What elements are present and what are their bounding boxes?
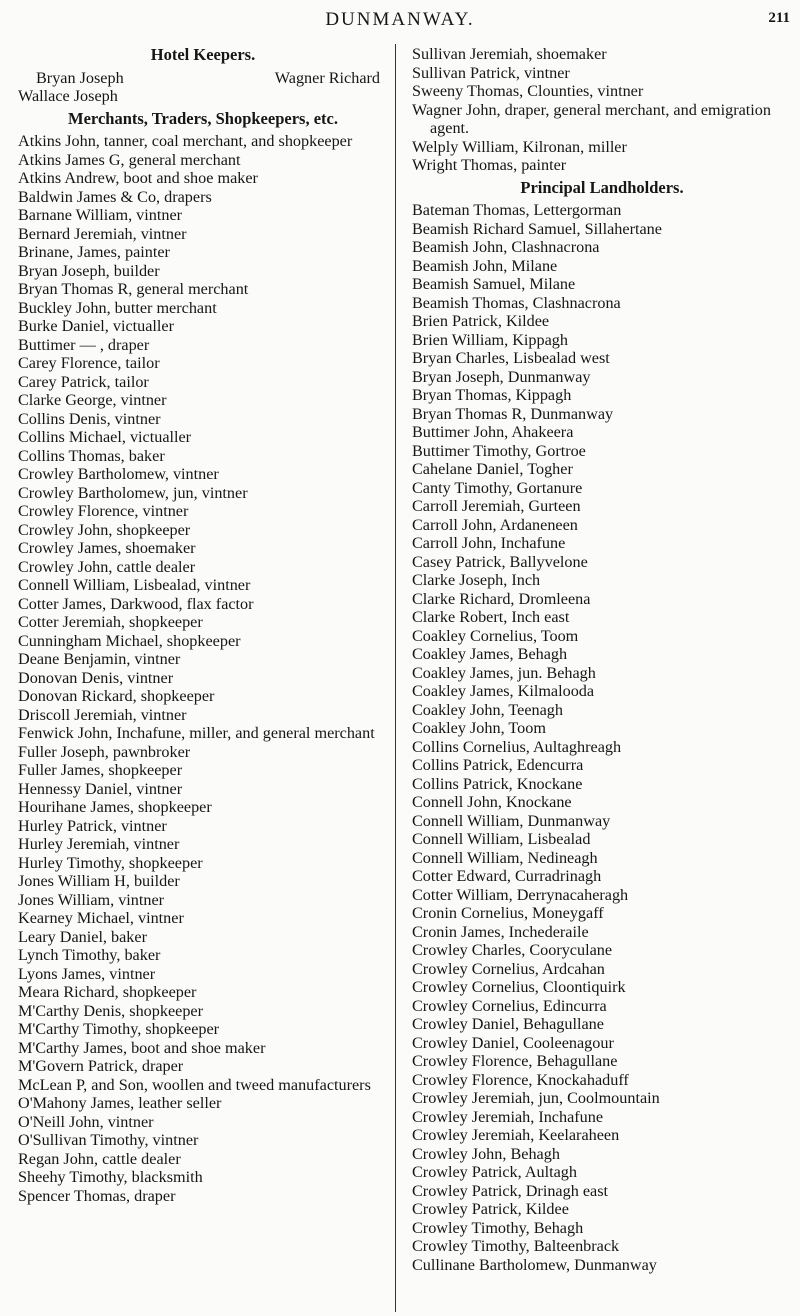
merchant-entry: M'Govern Patrick, draper <box>18 1057 184 1075</box>
merchant-entry: Donovan Denis, vintner <box>18 668 174 687</box>
landholder-entry: Crowley Patrick, Kildee <box>412 1200 569 1218</box>
merchant-entry: Carey Patrick, tailor <box>18 372 149 391</box>
merchant-entry: Kearney Michael, vintner <box>18 909 184 927</box>
landholder-entry: Crowley Florence, Knockahaduff <box>412 1070 629 1089</box>
landholder-entry: Coakley James, jun. Behagh <box>412 663 596 682</box>
landholder-entry: Crowley Patrick, Aultagh <box>412 1163 577 1181</box>
landholder-entry: Crowley Charles, Cooryculane <box>412 941 613 959</box>
merchant-entry: Fuller Joseph, pawnbroker <box>18 742 191 761</box>
landholder-entry: Beamish Samuel, Milane <box>412 275 576 293</box>
hotel-entry: Wallace Joseph <box>18 87 118 105</box>
merchant-entry: Leary Daniel, baker <box>18 927 147 946</box>
merchant-entry: Hurley Jeremiah, vintner <box>18 835 180 853</box>
landholder-entry: Coakley James, Kilmalooda <box>412 682 595 700</box>
merchant-entry: Carey Florence, tailor <box>18 354 160 372</box>
merchant-entry: Regan John, cattle dealer <box>18 1149 181 1168</box>
merchant-entry: Crowley Bartholomew, jun, vintner <box>18 483 248 502</box>
merchant-entry: O'Sullivan Timothy, vintner <box>18 1131 199 1149</box>
landholder-entry: Connell William, Lisbealad <box>412 830 591 848</box>
landholder-entry: Brien Patrick, Kildee <box>412 312 550 330</box>
landholder-entry: Collins Cornelius, Aultaghreagh <box>412 737 622 756</box>
merchant-entry: M'Carthy Timothy, shopkeeper <box>18 1020 220 1038</box>
merchant-entry: Meara Richard, shopkeeper <box>18 983 197 1001</box>
merchant-entry: Crowley James, shoemaker <box>18 539 196 557</box>
landholder-entry: Crowley Jeremiah, Inchafune <box>412 1107 604 1126</box>
landholder-entry: Coakley James, Behagh <box>412 645 568 663</box>
merchant-entry: Bryan Thomas R, general merchant <box>18 280 249 298</box>
merchant-entry: Jones William H, builder <box>18 872 180 890</box>
landholder-entry: Cotter William, Derrynacaheragh <box>412 885 629 904</box>
landholder-entry: Buttimer John, Ahakeera <box>412 423 574 441</box>
landholder-entry: Carroll John, Inchafune <box>412 534 566 552</box>
merchant-entry: Hurley Timothy, shopkeeper <box>18 853 203 872</box>
landholder-entry: Bryan Charles, Lisbealad west <box>412 349 610 367</box>
merchant-entry: Bernard Jeremiah, vintner <box>18 224 187 243</box>
landholder-entry: Bryan Joseph, Dunmanway <box>412 367 591 386</box>
landholder-entry: Bateman Thomas, Lettergorman <box>412 201 622 219</box>
merchant-entry: Bryan Joseph, builder <box>18 261 160 280</box>
merchant-entry: Buttimer — , draper <box>18 335 150 354</box>
landholder-entry: Collins Patrick, Knockane <box>412 774 583 793</box>
hotel-entry: Wagner Richard <box>274 68 380 87</box>
hotel-row <box>18 69 388 88</box>
landholder-entry: Crowley Jeremiah, Keelaraheen <box>412 1126 620 1144</box>
merchant-list <box>18 132 388 1205</box>
merchant-entry: Wright Thomas, painter <box>412 156 567 174</box>
landholder-entry: Cronin James, Inchederaile <box>412 922 589 941</box>
landholder-entry: Cahelane Daniel, Togher <box>412 460 573 478</box>
landholder-entry: Clarke Joseph, Inch <box>412 571 541 589</box>
landholders-heading: Principal Landholders. <box>520 177 684 197</box>
landholder-entry: Carroll John, Ardaneneen <box>412 515 578 534</box>
landholder-entry: Crowley Daniel, Behagullane <box>412 1015 604 1033</box>
landholder-entry: Crowley Cornelius, Ardcahan <box>412 959 605 978</box>
merchants-heading: Merchants, Traders, Shopkeepers, etc. <box>68 108 338 128</box>
landholder-entry: Cullinane Bartholomew, Dunmanway <box>412 1255 657 1274</box>
merchant-entry: Jones William, vintner <box>18 890 165 909</box>
landholder-list <box>412 201 792 1274</box>
landholder-entry: Beamish John, Milane <box>412 256 558 275</box>
landholder-entry: Bryan Thomas, Kippagh <box>412 386 572 404</box>
merchant-entry: Collins Michael, victualler <box>18 428 192 446</box>
merchant-entry: O'Mahony James, leather seller <box>18 1094 222 1112</box>
merchant-entry: Atkins Andrew, boot and shoe maker <box>18 169 258 187</box>
landholder-entry: Carroll Jeremiah, Gurteen <box>412 497 581 515</box>
landholder-entry: Bryan Thomas R, Dunmanway <box>412 404 614 423</box>
merchant-entry: Collins Thomas, baker <box>18 446 165 465</box>
merchant-entry: Cotter Jeremiah, shopkeeper <box>18 613 203 631</box>
landholder-entry: Crowley John, Behagh <box>412 1144 560 1163</box>
landholder-entry: Crowley Patrick, Drinagh east <box>412 1181 608 1200</box>
landholder-entry: Canty Timothy, Gortanure <box>412 478 583 497</box>
landholder-entry: Beamish Thomas, Clashnacrona <box>412 293 621 312</box>
landholder-entry: Connell William, Nedineagh <box>412 848 598 867</box>
merchant-entry: Sweeny Thomas, Clounties, vintner <box>412 82 644 100</box>
merchant-entry: Fuller James, shopkeeper <box>18 761 183 779</box>
merchant-entry: Sullivan Patrick, vintner <box>412 63 570 82</box>
landholder-entry: Coakley John, Toom <box>412 719 546 737</box>
merchant-entry: Welply William, Kilronan, miller <box>412 137 627 156</box>
merchant-list-continued <box>412 45 792 175</box>
landholder-entry: Clarke Richard, Dromleena <box>412 589 591 608</box>
merchant-entry: Lyons James, vintner <box>18 964 156 983</box>
merchant-entry: Crowley John, cattle dealer <box>18 557 196 576</box>
landholder-entry: Clarke Robert, Inch east <box>412 608 570 626</box>
merchant-entry: M'Carthy Denis, shopkeeper <box>18 1001 203 1020</box>
merchant-entry: Barnane William, vintner <box>18 206 183 224</box>
merchant-entry: McLean P, and Son, woollen and tweed manufacturers <box>18 1075 371 1094</box>
page-number: 211 <box>768 10 790 26</box>
hotel-keepers-heading: Hotel Keepers. <box>150 45 256 64</box>
merchant-entry: Donovan Rickard, shopkeeper <box>18 687 215 705</box>
landholder-entry: Coakley John, Teenagh <box>412 700 563 719</box>
landholder-entry: Brien William, Kippagh <box>412 330 568 349</box>
merchant-entry: Buckley John, butter merchant <box>18 298 217 317</box>
landholder-entry: Casey Patrick, Ballyvelone <box>412 552 588 571</box>
landholder-entry: Crowley Timothy, Behagh <box>412 1218 584 1237</box>
merchant-entry: Brinane, James, painter <box>18 243 170 261</box>
merchant-entry: Hourihane James, shopkeeper <box>18 798 212 816</box>
landholder-entry: Beamish Richard Samuel, Sillahertane <box>412 219 662 238</box>
landholder-entry: Connell John, Knockane <box>412 793 572 811</box>
landholder-entry: Crowley Cornelius, Edincurra <box>412 996 607 1015</box>
merchant-entry: Collins Denis, vintner <box>18 409 161 428</box>
landholder-entry: Cotter Edward, Curradrinagh <box>412 867 602 885</box>
merchant-entry: Burke Daniel, victualler <box>18 317 174 335</box>
merchant-entry: O'Neill John, vintner <box>18 1112 154 1131</box>
merchant-entry: Deane Benjamin, vintner <box>18 650 181 668</box>
page-title: DUNMANWAY. <box>325 9 475 30</box>
merchant-entry: Atkins John, tanner, coal merchant, and shopkeeper <box>18 132 353 150</box>
landholder-entry: Connell William, Dunmanway <box>412 811 611 830</box>
landholder-entry: Crowley Cornelius, Cloontiquirk <box>412 978 626 996</box>
left-column <box>18 46 388 1205</box>
landholder-entry: Buttimer Timothy, Gortroe <box>412 441 586 460</box>
merchant-entry: Lynch Timothy, baker <box>18 946 161 964</box>
merchant-entry: Crowley Florence, vintner <box>18 502 189 520</box>
landholder-entry: Crowley Daniel, Cooleenagour <box>412 1033 614 1052</box>
merchant-entry: Hennessy Daniel, vintner <box>18 779 183 798</box>
merchant-entry: Driscoll Jeremiah, vintner <box>18 705 187 724</box>
landholder-entry: Cronin Cornelius, Moneygaff <box>412 904 604 922</box>
merchant-entry: Crowley John, shopkeeper <box>18 520 191 539</box>
merchant-entry: Connell William, Lisbealad, vintner <box>18 576 251 594</box>
merchant-entry: Spencer Thomas, draper <box>18 1186 176 1205</box>
merchant-entry: Baldwin James & Co, drapers <box>18 187 212 206</box>
merchant-entry: Sullivan Jeremiah, shoemaker <box>412 45 607 63</box>
merchant-entry: Hurley Patrick, vintner <box>18 816 167 835</box>
merchant-entry: Sheehy Timothy, blacksmith <box>18 1168 203 1186</box>
landholder-entry: Crowley Timothy, Balteenbrack <box>412 1237 620 1255</box>
landholder-entry: Coakley Cornelius, Toom <box>412 626 579 645</box>
merchant-entry: Cotter James, Darkwood, flax factor <box>18 594 254 613</box>
merchant-entry: M'Carthy James, boot and shoe maker <box>18 1038 266 1057</box>
landholder-entry: Collins Patrick, Edencurra <box>412 756 584 774</box>
merchant-entry: Wagner John, draper, general merchant, and emigration agent. <box>412 100 771 137</box>
column-divider <box>395 44 396 1312</box>
landholder-entry: Crowley Jeremiah, jun, Coolmountain <box>412 1089 660 1107</box>
merchant-entry: Cunningham Michael, shopkeeper <box>18 631 241 650</box>
merchant-entry: Fenwick John, Inchafune, miller, and general merchant <box>18 724 375 742</box>
merchant-entry: Crowley Bartholomew, vintner <box>18 465 219 483</box>
merchant-entry: Clarke George, vintner <box>18 391 167 409</box>
landholder-entry: Crowley Florence, Behagullane <box>412 1052 618 1070</box>
landholder-entry: Beamish John, Clashnacrona <box>412 238 600 256</box>
hotel-entry: Bryan Joseph <box>36 68 124 87</box>
merchant-entry: Atkins James G, general merchant <box>18 150 241 169</box>
right-column <box>412 45 792 1274</box>
